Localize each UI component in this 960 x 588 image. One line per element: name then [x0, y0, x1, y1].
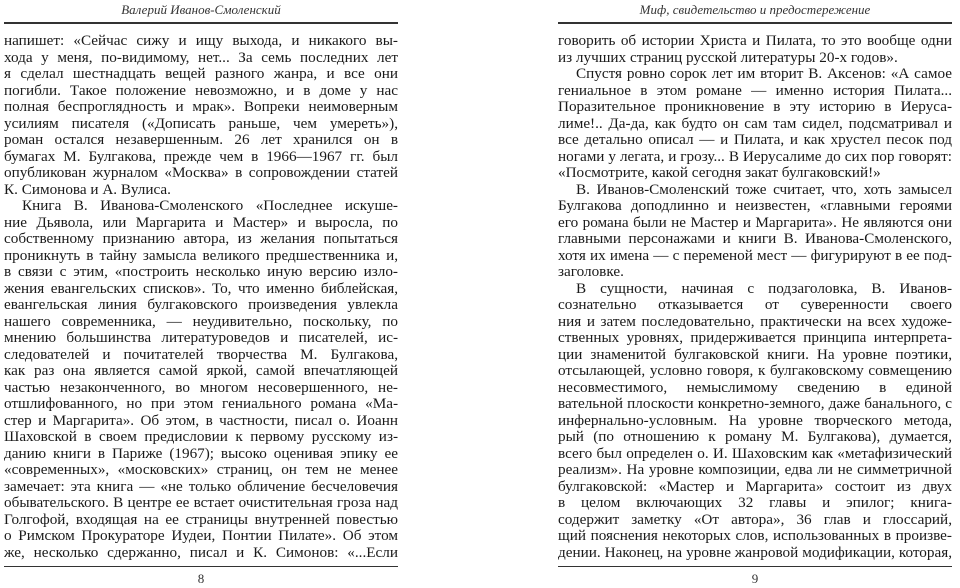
text-line: опубликован журналом «Москва» в сопровождении статей [4, 165, 398, 181]
text-line: я сделал шестнадцать вещей разного жанра, и все они [4, 66, 398, 82]
text-line: его романа были не Мастер и Маргарита». Не являются они [558, 214, 952, 231]
text-line: следователей и почитателей творчества М. Булгакова, [4, 346, 398, 363]
running-head: Миф, свидетельство и предостережение [639, 2, 871, 17]
paragraph [558, 66, 952, 182]
page-body [4, 33, 398, 561]
text-line: дении. Наконец, на уровне жанровой модификации, которая, [558, 544, 952, 561]
text-line: инфернально-условным. На уровне творческого метода, [558, 412, 952, 429]
text-line: всего был определен о. И. Шаховским как «метафизический [558, 445, 952, 462]
text-line: в связи с этим, «построить несколько иную версию изло- [4, 264, 398, 280]
text-line: бумагах М. Булгакова, прежде чем в 1966—1967 гг. был [4, 148, 398, 165]
page-number: 8 [197, 571, 205, 586]
text-line: Спустя ровно сорок лет им вторит В. Аксенов: «А самое [576, 66, 952, 82]
page-number: 9 [751, 571, 759, 586]
page-body [558, 33, 952, 561]
text-line: говорить об истории Христа и Пилата, то это вообще одни [558, 33, 952, 49]
text-line: отсылающей, условно говоря, к булгаковскому совмещению [558, 363, 952, 379]
text-line: лиме!.. Да-да, как будто он сам там сидел, подсматривал и [558, 115, 952, 132]
text-line: погибли. Такое положение невозможно, и в доме у нас [4, 82, 398, 99]
text-line: главными персонажами и книги В. Иванова-Смоленского, [558, 231, 952, 247]
text-line: ции знаменитой булгаковской книги. На уровне поэтики, [558, 346, 952, 363]
text-line: Голгофой, входящая на ее страницы внутренней повестью [4, 511, 398, 528]
text-line: В. Иванов-Смоленский тоже считает, что, хоть замысел [576, 181, 952, 198]
text-line: Поразительное проникновение в эту историю в Иеруса- [558, 99, 952, 115]
text-line: же, несколько сдержанно, писал и К. Симонов: «...Если [4, 544, 398, 561]
text-line: усилиям писателя («Дописать раньше, чем умереть»), [4, 115, 398, 132]
running-head: Валерий Иванов-Смоленский [121, 2, 281, 17]
right-page [558, 0, 952, 588]
text-line: жения евангельских списков». То, что именно библейская, [4, 280, 398, 297]
text-line: В сущности, начиная с подзаголовка, В. Иванов- [576, 280, 952, 297]
text-line: сознательно отказывается от суверенности своего [558, 297, 952, 313]
text-line: роман остался незавершенным. 26 лет хранился он в [4, 132, 398, 148]
text-line: отшлифованного, но при этом гениального романа «Ма- [4, 396, 398, 412]
paragraph [558, 33, 952, 66]
paragraph [558, 182, 952, 281]
text-line: К. Симонова и А. Вулиса. [4, 181, 171, 198]
text-line: щий пояснения некоторых слов, использованных в произве- [558, 528, 952, 544]
footer-rule [4, 566, 398, 567]
text-line: замечает: эта книга — «не только обличение бесчеловечия [4, 478, 398, 495]
text-line: нашего современника, — неудивительно, поскольку, по [4, 313, 398, 330]
text-line: обывательского. В центре ее встает очистительная гроза над [4, 495, 398, 511]
header-rule [4, 22, 398, 24]
text-line: хода у меня, по-видимому, нет... За семь последних лет [4, 49, 398, 66]
left-page [4, 0, 398, 588]
text-line: в целом включающих 32 главы и эпилог; книга- [558, 495, 952, 511]
header-rule [558, 22, 952, 24]
text-line: данию книги в Париже (1967); высоко оценивая эпику ее [4, 445, 398, 462]
text-line: содержит заметку «От автора», 36 глав и глоссарий, [558, 511, 952, 528]
footer-rule [558, 566, 952, 567]
text-line: заголовке. [558, 264, 624, 280]
paragraph [558, 281, 952, 562]
text-line: мнению большинства литературоведов и писателей, ис- [4, 330, 398, 346]
text-line: частью незаконченного, во многом несовершенного, не- [4, 379, 398, 396]
text-line: ственных уровнях, придерживается принципа интерпрета- [558, 330, 952, 346]
text-line: стер и Маргарита». Об этом, в частности, писал о. Иоанн [4, 412, 398, 429]
text-line: гениальное в этом романе — именно история Пилата... [558, 82, 952, 99]
paragraph [4, 198, 398, 561]
text-line: несовместимого, немыслимому сведению в единой [558, 379, 952, 396]
text-line: хотя их имена — с переменой мест — фигурируют в ее под- [558, 247, 952, 264]
text-line: евангельская линия булгаковского произведения увлекла [4, 297, 398, 313]
text-line: «современных», «московских» страниц, он тем не менее [4, 462, 398, 478]
text-line: Шаховской в своем предисловии к первому русскому из- [4, 429, 398, 445]
text-line: Книга В. Иванова-Смоленского «Последнее искуше- [22, 198, 398, 214]
text-line: как раз она является самой яркой, самой впечатляющей [4, 363, 398, 379]
paragraph [4, 33, 398, 198]
text-line: вательной плоскости конкретно-земного, даже банального, с [558, 396, 952, 412]
text-line: булгаковской: «Мастер и Маргарита» состоит из двух [558, 478, 952, 495]
text-line: реализм». На уровне композиции, едва ли не симметричной [558, 462, 952, 478]
text-line: собственному признанию автора, из желания попытаться [4, 231, 398, 247]
text-line: ногами у легата, и грозу... В Иерусалиме до сих пор говорят: [558, 148, 952, 165]
text-line: рый (по отношению к роману М. Булгакова), думается, [558, 429, 952, 445]
text-line: все детально описал — и Пилата, и как хрустел песок под [558, 132, 952, 148]
text-line: Булгакова доподлинно и неизвестен, «главными героями [558, 198, 952, 214]
text-line: из лучших страниц русской литературы 20-х годов». [558, 49, 898, 66]
text-line: «Посмотрите, какой сегодня закат булгаковский!» [558, 165, 881, 181]
text-line: полная беспроглядность и мрак». Вопреки неимоверным [4, 99, 398, 115]
text-line: проникнуть в тайну замысла великого предшественника и, [4, 247, 398, 264]
text-line: о Римском Прокураторе Иудеи, Понтии Пилате». Об этом [4, 528, 398, 544]
text-line: ния и затем последовательно, практически на всех художе- [558, 313, 952, 330]
text-line: напишет: «Сейчас сижу и ищу выхода, и никакого вы- [4, 33, 398, 49]
text-line: ние Дьявола, или Маргарита и Мастер» и выросла, по [4, 214, 398, 231]
